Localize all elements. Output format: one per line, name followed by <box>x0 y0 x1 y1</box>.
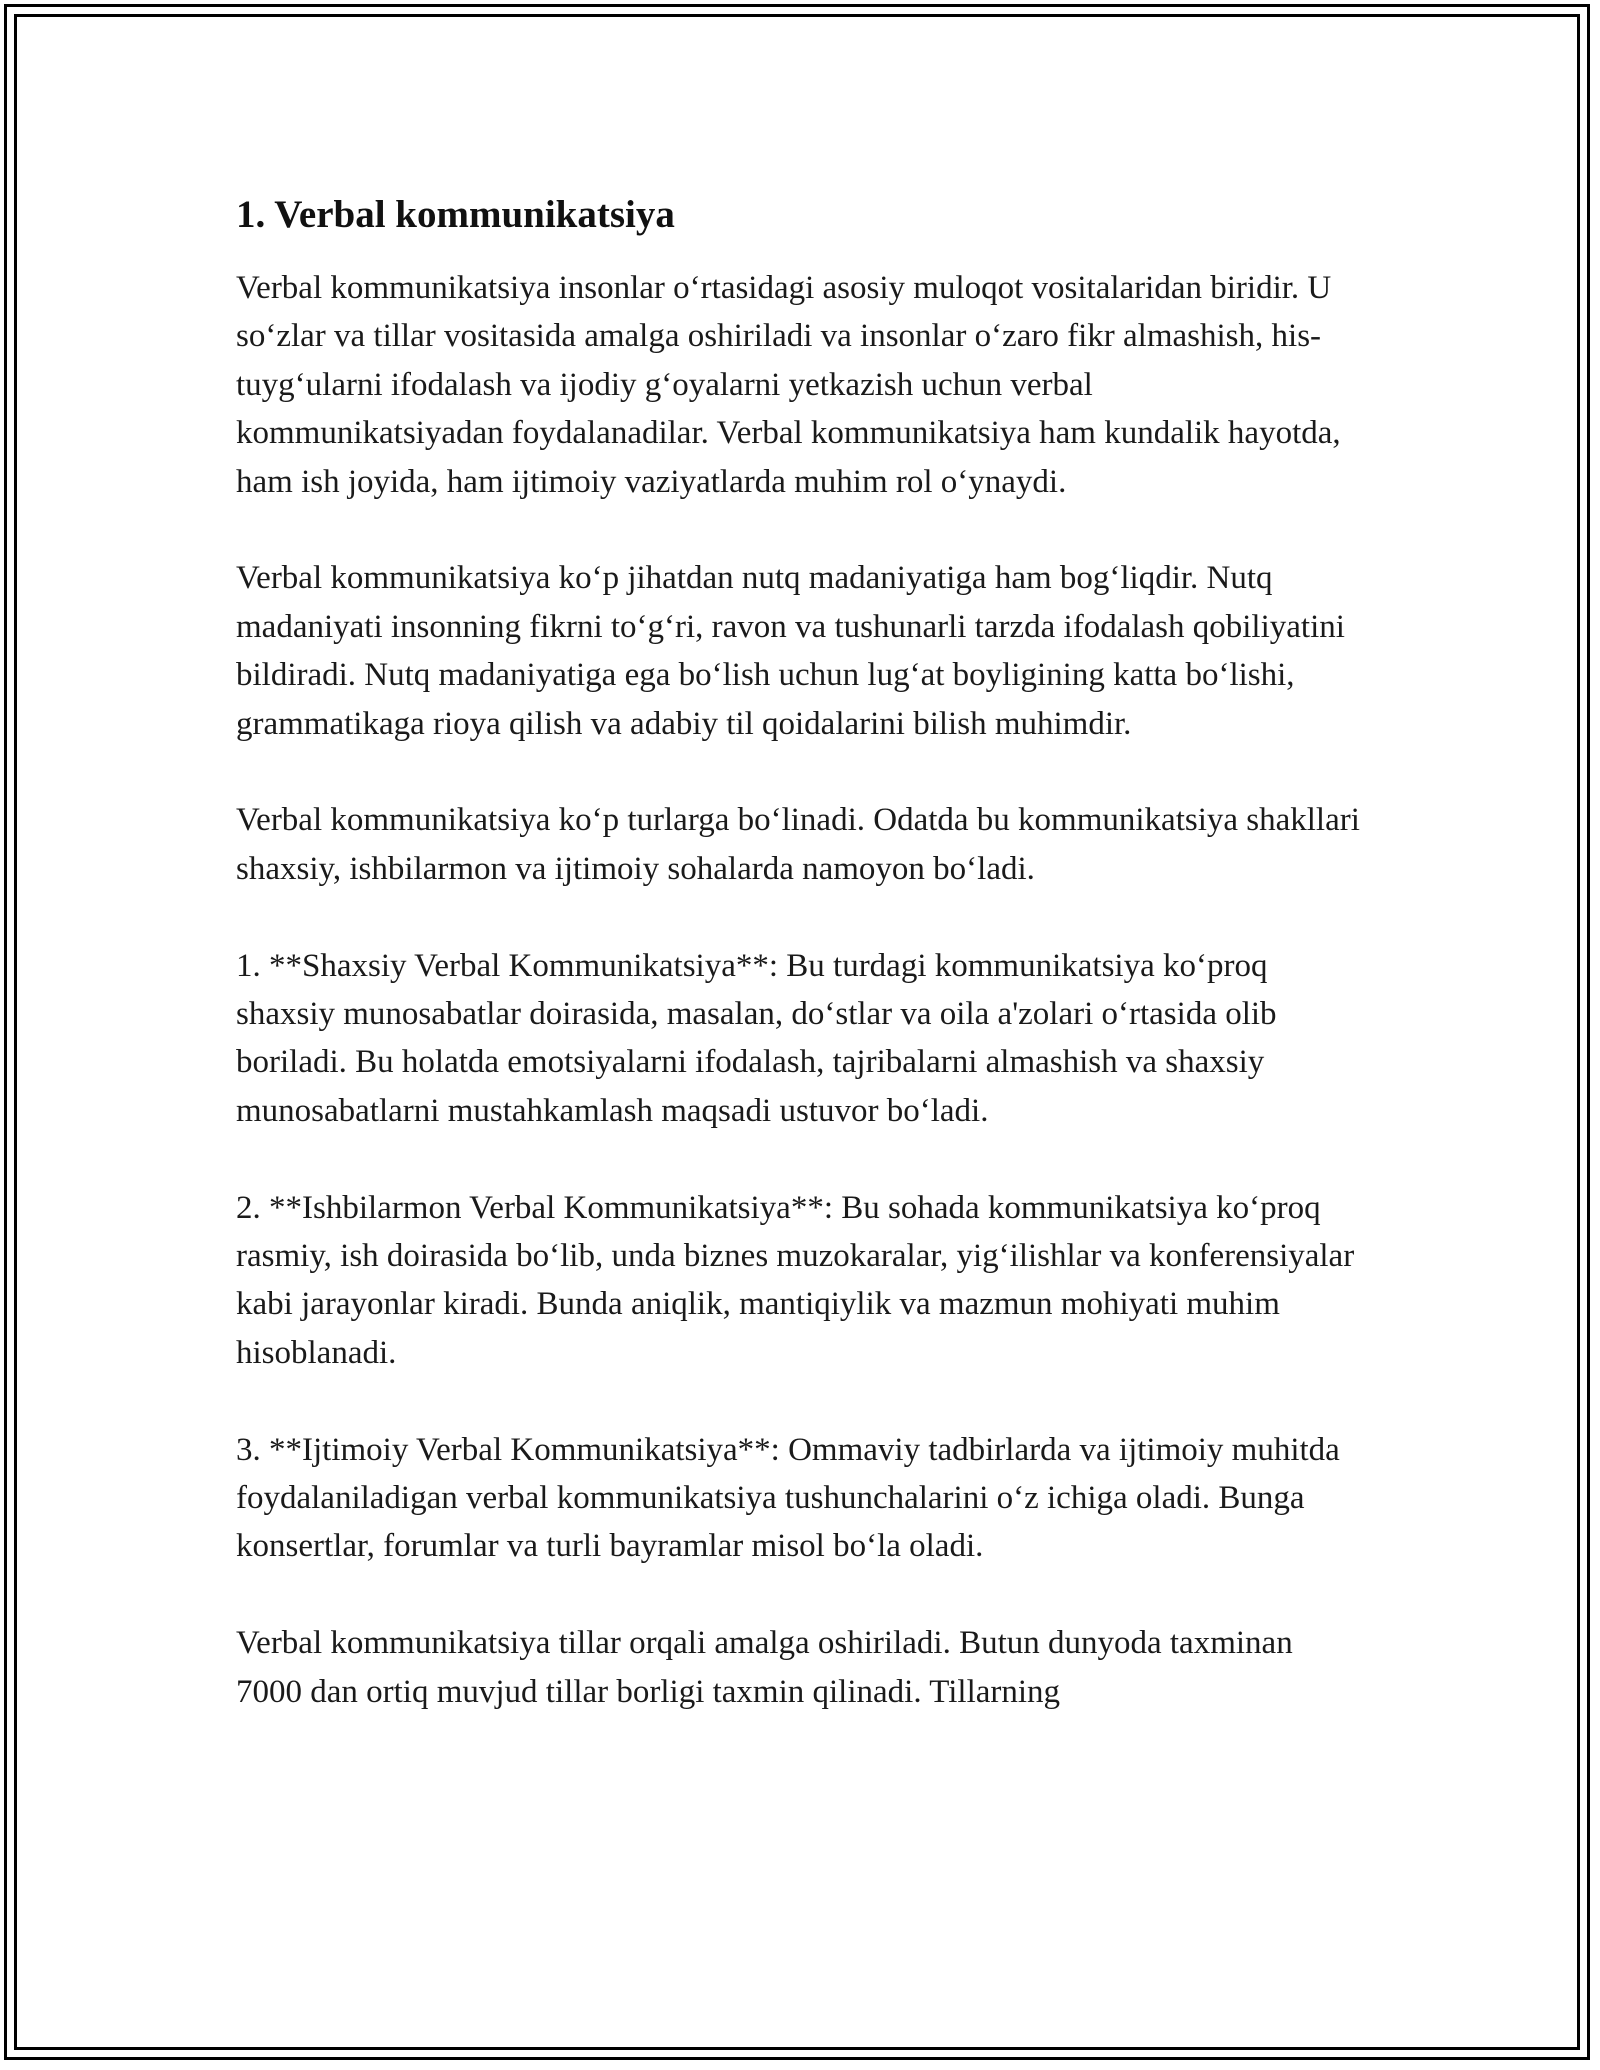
paragraph-intro: Verbal kommunikatsiya insonlar o‘rtasidagi asosiy muloqot vositalaridan biridir. U so‘zlar va tillar vositasida amalga oshiriladi va insonlar o‘zaro fikr almashish, his-tuyg‘ularni ifodalash va ijodiy g‘oyalarni yetkazish uchun verbal kommunikatsiyadan foydalanadilar. Verbal kommunikatsiya ham kundalik hayotda, ham ish joyida, ham ijtimoiy vaziyatlarda muhim rol o‘ynaydi. <box>236 270 1341 500</box>
paragraph-types: Verbal kommunikatsiya ko‘p turlarga bo‘linadi. Odatda bu kommunikatsiya shakllari shaxsiy, ishbilarmon va ijtimoiy sohalarda namoyon bo‘ladi. <box>236 802 1360 887</box>
document-body <box>236 186 1366 1764</box>
list-item-personal: 1. **Shaxsiy Verbal Kommunikatsiya**: Bu turdagi kommunikatsiya ko‘proq shaxsiy munosabatlar doirasida, masalan, do‘stlar va oila a'zolari o‘rtasida olib boriladi. Bu holatda emotsiyalarni ifodalash, tajribalarni almashish va shaxsiy munosabatlarni mustahkamlash maqsadi ustuvor bo‘ladi. <box>236 947 1277 1129</box>
paragraph-speech-culture: Verbal kommunikatsiya ko‘p jihatdan nutq madaniyatiga ham bog‘liqdir. Nutq madaniyati insonning fikrni to‘g‘ri, ravon va tushunarli tarzda ifodalash qobiliyatini bildiradi. Nutq madaniyatiga ega bo‘lish uchun lug‘at boyligining katta bo‘lishi, grammatikaga rioya qilish va adabiy til qoidalarini bilish muhimdir. <box>236 560 1345 742</box>
section-heading: 1. Verbal kommunikatsiya <box>236 193 675 236</box>
paragraph-languages: Verbal kommunikatsiya tillar orqali amalga oshiriladi. Butun dunyoda taxminan 7000 dan ortiq muvjud tillar borligi taxmin qilinadi. Tillarning <box>236 1625 1293 1710</box>
list-item-social: 3. **Ijtimoiy Verbal Kommunikatsiya**: Ommaviy tadbirlarda va ijtimoiy muhitda foydalaniladigan verbal kommunikatsiya tushunchalarini o‘z ichiga oladi. Bunga konsertlar, forumlar va turli bayramlar misol bo‘la oladi. <box>236 1431 1340 1565</box>
list-item-business: 2. **Ishbilarmon Verbal Kommunikatsiya**: Bu sohada kommunikatsiya ko‘proq rasmiy, ish doirasida bo‘lib, unda biznes muzokaralar, yig‘ilishlar va konferensiyalar kabi jarayonlar kiradi. Bunda aniqlik, mantiqiylik va mazmun mohiyati muhim hisoblanadi. <box>236 1189 1355 1371</box>
